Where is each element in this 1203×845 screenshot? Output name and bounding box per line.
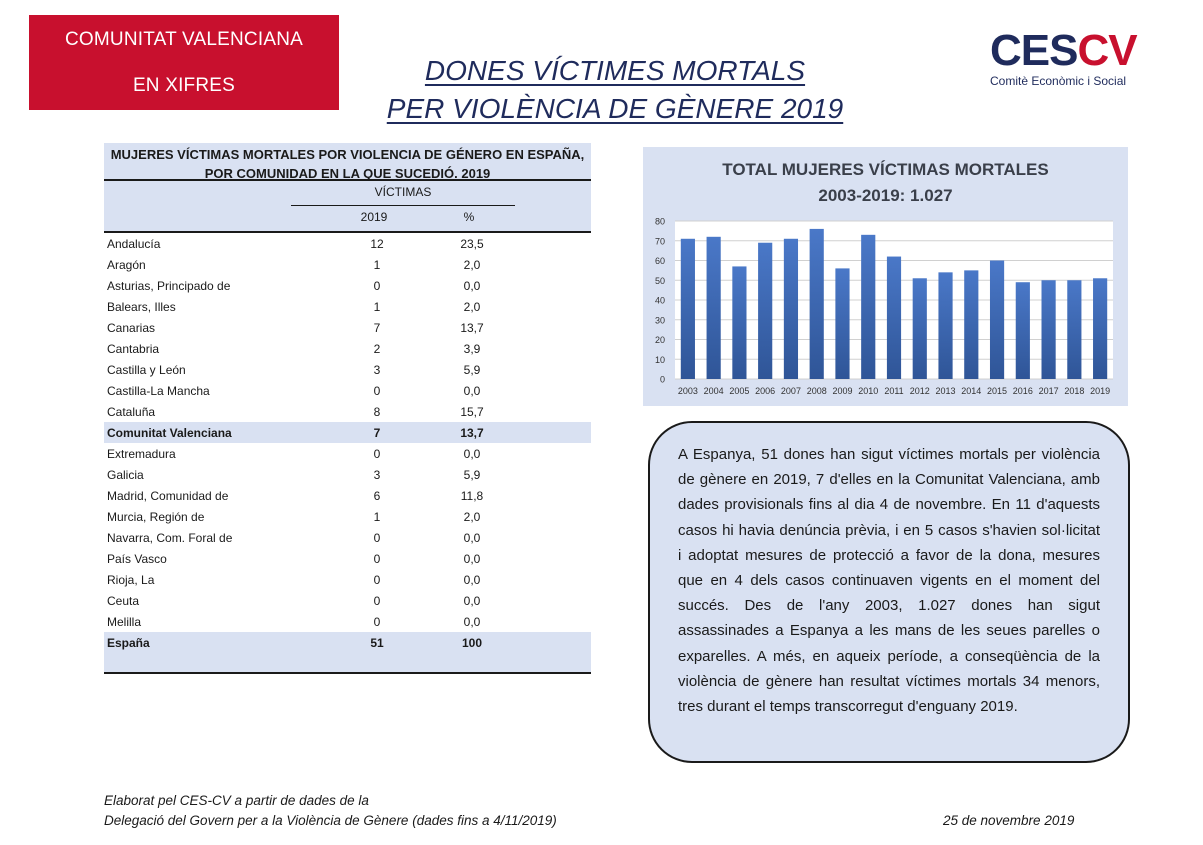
page-title-line-2: PER VIOLÈNCIA DE GÈNERE 2019 xyxy=(386,93,844,124)
page-title-line-1: DONES VÍCTIMES MORTALS xyxy=(424,55,806,86)
bar xyxy=(1067,280,1081,379)
x-tick-label: 2003 xyxy=(677,386,698,396)
row-victims-count: 7 xyxy=(373,320,381,335)
x-tick-label: 2008 xyxy=(806,386,827,396)
x-tick-label: 2011 xyxy=(884,386,904,396)
y-tick-label: 10 xyxy=(654,354,665,365)
table-total-row xyxy=(104,632,591,674)
row-victims-count: 1 xyxy=(373,509,381,524)
x-tick-label: 2004 xyxy=(703,386,724,396)
column-group-divider xyxy=(291,205,515,206)
row-victims-count: 0 xyxy=(373,551,381,566)
x-tick-label: 2010 xyxy=(858,386,879,396)
table-row xyxy=(104,464,591,485)
victims-table xyxy=(104,143,591,674)
bar xyxy=(810,229,824,379)
row-victims-count: 1 xyxy=(373,257,381,272)
x-tick-label: 2016 xyxy=(1012,386,1033,396)
bar xyxy=(707,237,721,379)
logo-wordmark xyxy=(990,26,1150,76)
bar xyxy=(1016,282,1030,379)
row-region-name: Asturias, Principado de xyxy=(107,278,231,293)
row-victims-percent: 0,0 xyxy=(463,278,481,293)
table-title: MUJERES VÍCTIMAS MORTALES POR VIOLENCIA DE GÉNERO EN ESPAÑA, POR COMUNIDAD EN LA QUE SUCEDIÓ. 2019 xyxy=(104,143,591,181)
table-row xyxy=(104,380,591,401)
row-victims-percent: 2,0 xyxy=(463,509,481,524)
table-row xyxy=(104,569,591,590)
table-row xyxy=(104,506,591,527)
table-row xyxy=(104,443,591,464)
row-victims-percent: 13,7 xyxy=(460,320,484,335)
row-region-name: Andalucía xyxy=(107,236,161,251)
row-region-name: Rioja, La xyxy=(107,572,155,587)
x-tick-label: 2018 xyxy=(1064,386,1085,396)
table-row xyxy=(104,527,591,548)
x-tick-label: 2014 xyxy=(961,386,982,396)
publication-date: 25 de novembre 2019 xyxy=(943,813,1075,828)
x-tick-label: 2012 xyxy=(909,386,930,396)
header-line-1: COMUNITAT VALENCIANA xyxy=(64,28,303,50)
row-region-name: Castilla-La Mancha xyxy=(107,383,210,398)
table-row xyxy=(104,338,591,359)
row-victims-percent: 0,0 xyxy=(463,446,481,461)
total-percent: 100 xyxy=(461,636,483,650)
y-tick-label: 50 xyxy=(654,275,665,286)
row-victims-percent: 5,9 xyxy=(463,362,481,377)
x-tick-label: 2017 xyxy=(1038,386,1059,396)
row-victims-percent: 5,9 xyxy=(463,467,481,482)
y-tick-label: 40 xyxy=(654,295,665,306)
table-row xyxy=(104,401,591,422)
row-victims-count: 0 xyxy=(373,530,381,545)
logo-cv-text: CV xyxy=(1077,26,1137,75)
summary-text-box xyxy=(648,421,1130,763)
y-tick-label: 60 xyxy=(654,256,665,266)
row-victims-count: 2 xyxy=(373,341,381,356)
row-region-name: País Vasco xyxy=(107,551,167,566)
y-tick-label: 70 xyxy=(654,236,665,247)
column-header-percent: % xyxy=(463,210,475,224)
row-victims-percent: 23,5 xyxy=(460,236,484,251)
row-region-name: Canarias xyxy=(107,320,156,335)
table-row xyxy=(104,317,591,338)
summary-text: A Espanya, 51 dones han sigut víctimes mortals per violència de gènere en 2019, 7 d'elles en la Comunitat Valenciana, amb dades provisionals fins al dia 4 de novembre. En 11 d'aquests casos hi havia denúncia prèvia, i en 5 casos s'havien sol·licitat i adoptat mesures de protecció a favor de la dona, mesures que en 4 dels casos continuaven vigents en el moment del succés. Des de l'any 2003, 1.027 dones han sigut assassinades a Espanya a les mans de les seues parelles o exparelles. A més, en aqueix període, a conseqüència de la violència de gènere han resultat víctimes mortals 34 menors, tres durant el temps transcorregut d'enguany 2019. xyxy=(678,446,1100,716)
y-tick-label: 30 xyxy=(654,315,665,326)
row-victims-count: 0 xyxy=(373,383,381,398)
row-victims-percent: 0,0 xyxy=(463,383,481,398)
row-victims-percent: 0,0 xyxy=(463,530,481,545)
victims-chart xyxy=(643,147,1128,406)
row-victims-count: 3 xyxy=(373,362,381,377)
row-region-name: Madrid, Comunidad de xyxy=(107,488,229,503)
x-tick-label: 2015 xyxy=(987,386,1008,396)
cescv-logo xyxy=(990,26,1150,96)
bar xyxy=(964,270,978,379)
bar xyxy=(758,243,772,379)
row-victims-count: 1 xyxy=(373,299,381,314)
x-tick-label: 2005 xyxy=(729,386,750,396)
chart-subtitle: 2003-2019: 1.027 xyxy=(818,186,953,205)
bar-chart-canvas xyxy=(643,147,1128,406)
table-header xyxy=(104,181,591,233)
row-region-name: Galicia xyxy=(107,467,144,482)
table-row xyxy=(104,590,591,611)
row-victims-percent: 13,7 xyxy=(460,425,484,440)
row-victims-percent: 2,0 xyxy=(463,299,481,314)
header-line-2: EN XIFRES xyxy=(132,74,236,96)
row-region-name: Ceuta xyxy=(107,593,140,608)
bar xyxy=(681,239,695,379)
row-region-name: Navarra, Com. Foral de xyxy=(107,530,233,545)
chart-title-line-1: TOTAL MUJERES VÍCTIMAS MORTALES xyxy=(722,160,1049,179)
table-row xyxy=(104,296,591,317)
total-name: España xyxy=(107,636,150,650)
row-victims-count: 3 xyxy=(373,467,381,482)
row-victims-percent: 0,0 xyxy=(463,572,481,587)
row-victims-count: 0 xyxy=(373,278,381,293)
bar xyxy=(887,257,901,379)
source-line-2: Delegació del Govern per a la Violència de Gènere (dades fins a 4/11/2019) xyxy=(104,813,557,828)
row-victims-percent: 0,0 xyxy=(463,614,481,629)
row-victims-count: 0 xyxy=(373,446,381,461)
table-row xyxy=(104,485,591,506)
y-tick-label: 80 xyxy=(654,216,665,227)
bar xyxy=(938,272,952,379)
bar xyxy=(861,235,875,379)
bar xyxy=(784,239,798,379)
row-victims-percent: 15,7 xyxy=(460,404,484,419)
row-victims-count: 12 xyxy=(370,236,384,251)
row-victims-count: 0 xyxy=(373,614,381,629)
logo-ces-text: CES xyxy=(990,26,1078,75)
table-body xyxy=(104,233,591,632)
x-tick-label: 2006 xyxy=(755,386,776,396)
row-victims-percent: 3,9 xyxy=(463,341,481,356)
row-region-name: Balears, Illes xyxy=(107,299,176,314)
x-tick-label: 2009 xyxy=(832,386,853,396)
row-victims-percent: 11,8 xyxy=(460,488,484,503)
logo-subtitle: Comitè Econòmic i Social xyxy=(990,74,1127,88)
bar xyxy=(835,268,849,379)
row-region-name: Murcia, Región de xyxy=(107,509,205,524)
table-row xyxy=(104,233,591,254)
header-banner xyxy=(29,15,339,110)
row-victims-count: 8 xyxy=(373,404,381,419)
bar xyxy=(913,278,927,379)
row-region-name: Extremadura xyxy=(107,446,176,461)
row-region-name: Comunitat Valenciana xyxy=(107,425,232,440)
page-title xyxy=(340,52,890,128)
row-region-name: Cataluña xyxy=(107,404,156,419)
row-victims-count: 6 xyxy=(373,488,381,503)
bar xyxy=(1093,278,1107,379)
bar xyxy=(1042,280,1056,379)
row-victims-count: 7 xyxy=(373,425,381,440)
column-header-year: 2019 xyxy=(360,210,388,224)
bar xyxy=(990,261,1004,380)
column-group-victimas: VÍCTIMAS xyxy=(374,185,432,199)
x-tick-label: 2013 xyxy=(935,386,956,396)
row-victims-percent: 0,0 xyxy=(463,593,481,608)
y-tick-label: 0 xyxy=(659,374,665,385)
source-line-1: Elaborat pel CES-CV a partir de dades de la xyxy=(104,793,369,808)
row-region-name: Melilla xyxy=(107,614,142,629)
row-region-name: Aragón xyxy=(107,257,146,272)
y-tick-label: 20 xyxy=(654,335,665,345)
table-row xyxy=(104,275,591,296)
row-victims-percent: 2,0 xyxy=(463,257,481,272)
table-row xyxy=(104,548,591,569)
x-tick-label: 2007 xyxy=(780,386,801,396)
bar xyxy=(732,266,746,379)
row-victims-count: 0 xyxy=(373,572,381,587)
row-region-name: Cantabria xyxy=(107,341,160,356)
x-tick-label: 2019 xyxy=(1090,386,1111,396)
table-row xyxy=(104,422,591,443)
row-victims-percent: 0,0 xyxy=(463,551,481,566)
table-row xyxy=(104,254,591,275)
row-region-name: Castilla y León xyxy=(107,362,186,377)
row-victims-count: 0 xyxy=(373,593,381,608)
total-value: 51 xyxy=(370,636,384,650)
table-row xyxy=(104,359,591,380)
table-row xyxy=(104,611,591,632)
source-note xyxy=(104,791,557,831)
